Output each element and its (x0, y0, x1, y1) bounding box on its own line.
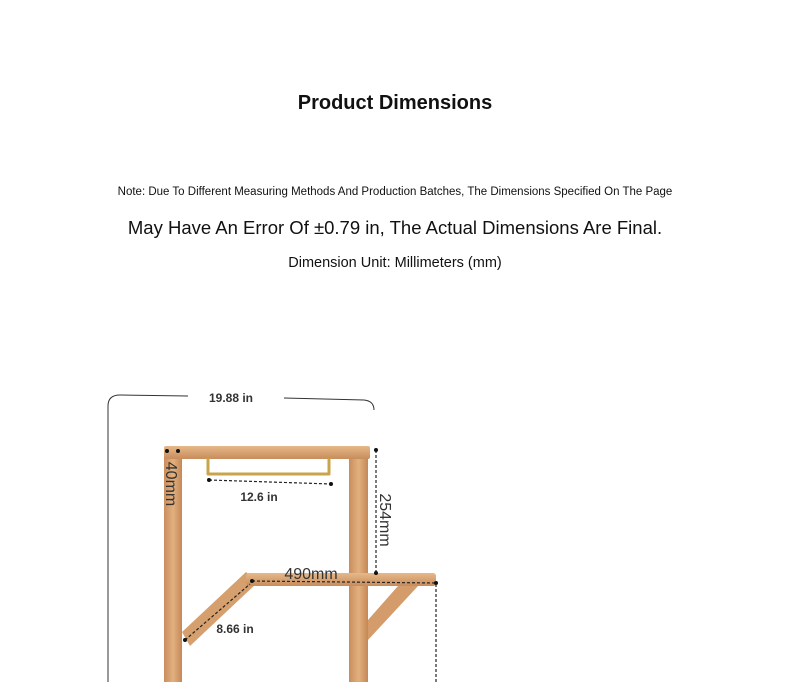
top-bar (164, 446, 370, 459)
brace-dim-dot (183, 638, 187, 642)
right-upright (349, 452, 368, 682)
left-top-dot (176, 449, 180, 453)
shelf-dim-dot (250, 579, 254, 583)
left-top-dot (165, 449, 169, 453)
dimension-unit: Dimension Unit: Millimeters (mm) (288, 255, 502, 271)
measurement-note-error: May Have An Error Of ±0.79 in, The Actual Dimensions Are Final. (127, 217, 663, 238)
height-dim-dot (374, 571, 378, 575)
shelf (246, 573, 436, 586)
brass-towel-rail (208, 458, 329, 474)
rail-dimension-line (209, 480, 331, 484)
rail-dim-dot (207, 478, 211, 482)
left-side-label: 40mm (162, 461, 179, 507)
rail-label: 12.6 in (240, 490, 278, 504)
rail-dim-dot (329, 482, 333, 486)
shelf-label: 490mm (284, 566, 338, 583)
measurement-note: Note: Due To Different Measuring Methods And Production Batches, The Dimensions Specified On The Page (117, 186, 673, 198)
width-label: 19.88 in (208, 391, 254, 405)
brace-label: 8.66 in (216, 622, 254, 636)
right-brace (368, 586, 418, 640)
height-side-label: 254mm (376, 493, 393, 547)
width-dimension-line (108, 395, 374, 682)
height-dim-dot (374, 448, 378, 452)
page-title: Product Dimensions (297, 92, 493, 114)
